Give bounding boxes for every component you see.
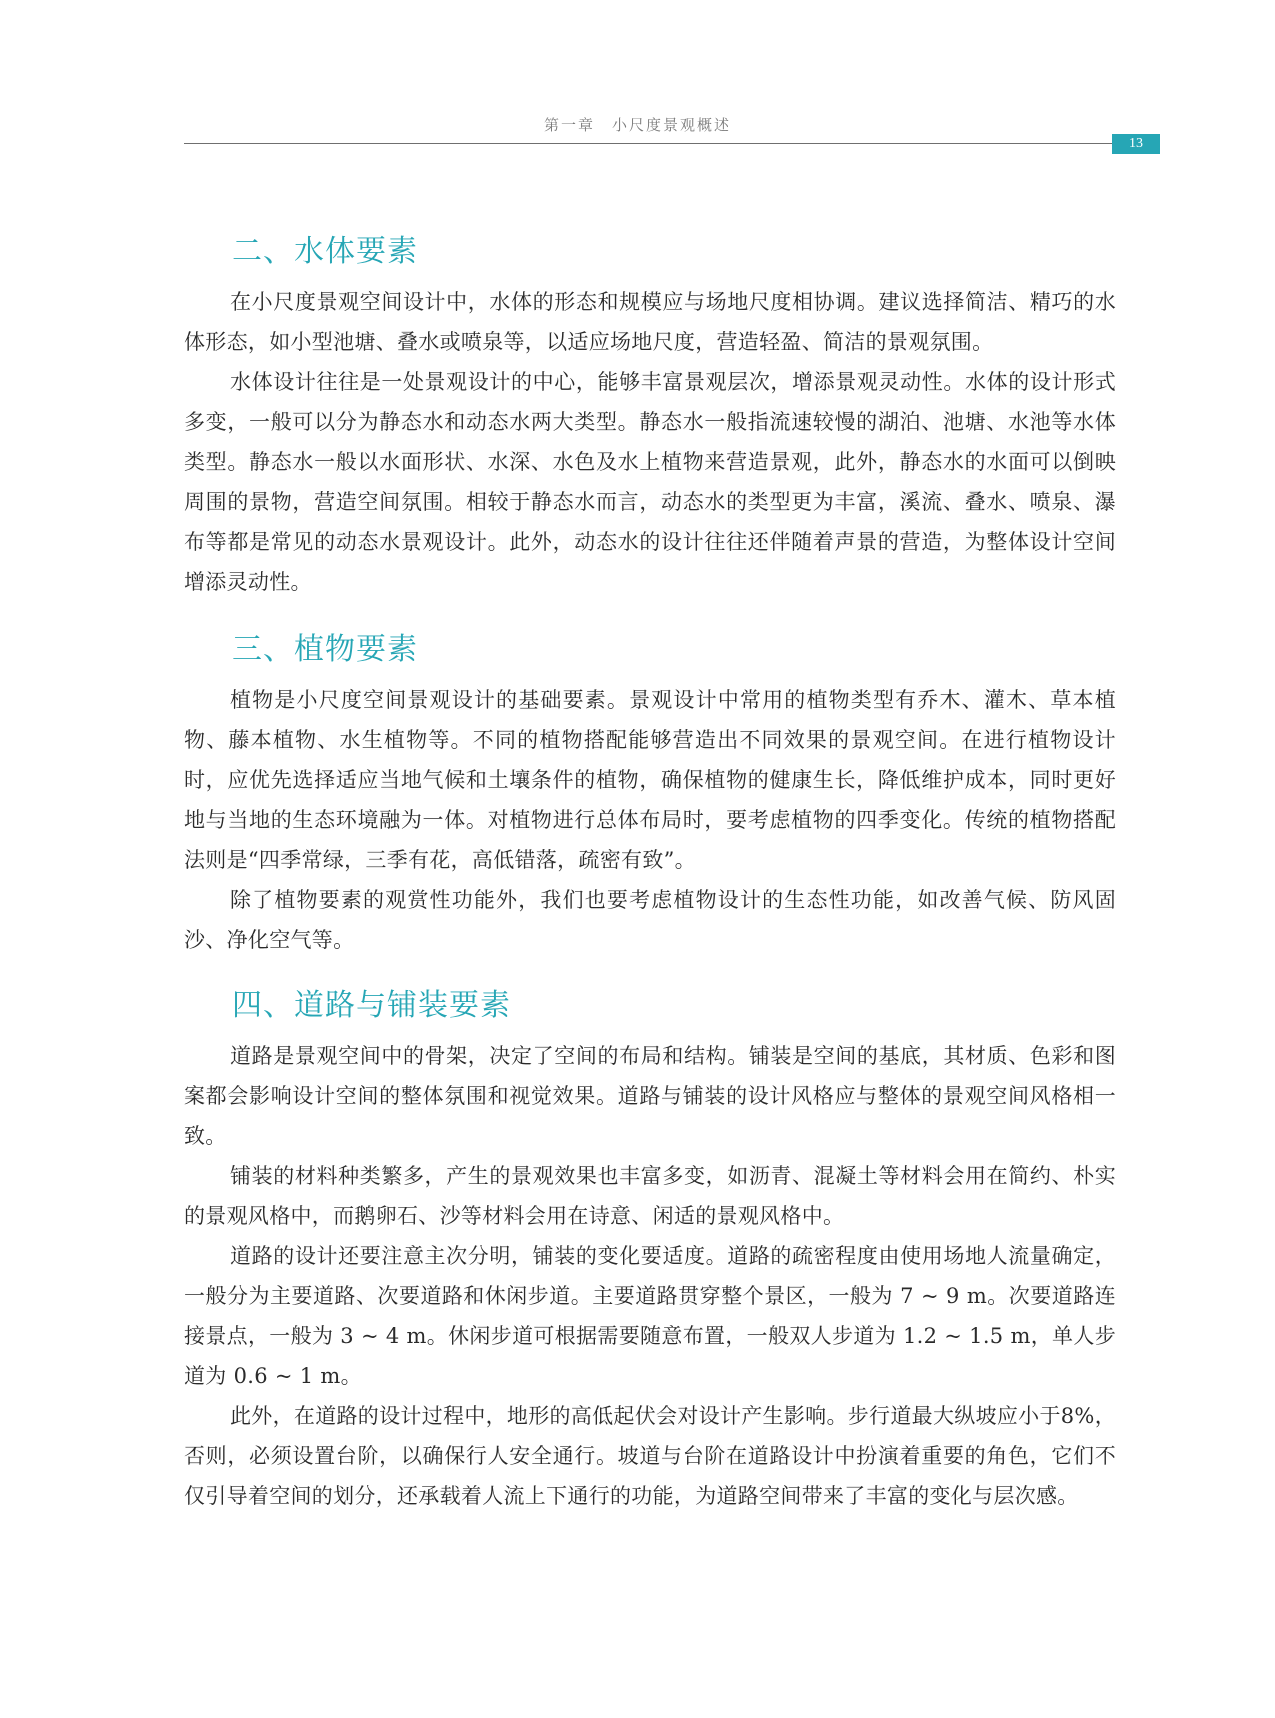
paragraph: 水体设计往往是一处景观设计的中心，能够丰富景观层次，增添景观灵动性。水体的设计形式多变，一般可以分为静态水和动态水两大类型。静态水一般指流速较慢的湖泊、池塘、水池等水体类型。静态水一般以水面形状、水深、水色及水上植物来营造景观，此外，静态水的水面可以倒映周围的景物，营造空间氛围。相较于静态水而言，动态水的类型更为丰富，溪流、叠水、喷泉、瀑布等都是常见的动态水景观设计。此外，动态水的设计往往还伴随着声景的营造，为整体设计空间增添灵动性。: [184, 370, 1116, 594]
paragraph: 除了植物要素的观赏性功能外，我们也要考虑植物设计的生态性功能，如改善气候、防风固沙、净化空气等。: [184, 888, 1116, 952]
paragraph: 道路的设计还要注意主次分明，铺装的变化要适度。道路的疏密程度由使用场地人流量确定，一般分为主要道路、次要道路和休闲步道。主要道路贯穿整个景区，一般为 7 ~ 9 m。次要道路连接景点，一般为 3 ~ 4 m。休闲步道可根据需要随意布置，一般双人步道为 1.2 ~ 1.5 m，单人步道为 0.6 ~ 1 m。: [184, 1244, 1116, 1388]
section-title-roads: 四、道路与铺装要素: [232, 988, 511, 1023]
section-title-plants: 三、植物要素: [232, 632, 418, 667]
paragraph: 在小尺度景观空间设计中，水体的形态和规模应与场地尺度相协调。建议选择简洁、精巧的水体形态，如小型池塘、叠水或喷泉等，以适应场地尺度，营造轻盈、简洁的景观氛围。: [184, 290, 1116, 354]
paragraph: 铺装的材料种类繁多，产生的景观效果也丰富多变，如沥青、混凝土等材料会用在简约、朴实的景观风格中，而鹅卵石、沙等材料会用在诗意、闲适的景观风格中。: [184, 1164, 1116, 1228]
paragraph: 道路是景观空间中的骨架，决定了空间的布局和结构。铺装是空间的基底，其材质、色彩和图案都会影响设计空间的整体氛围和视觉效果。道路与铺装的设计风格应与整体的景观空间风格相一致。: [184, 1044, 1116, 1148]
paragraph: 植物是小尺度空间景观设计的基础要素。景观设计中常用的植物类型有乔木、灌木、草本植物、藤本植物、水生植物等。不同的植物搭配能够营造出不同效果的景观空间。在进行植物设计时，应优先选择适应当地气候和土壤条件的植物，确保植物的健康生长，降低维护成本，同时更好地与当地的生态环境融为一体。对植物进行总体布局时，要考虑植物的四季变化。传统的植物搭配法则是“四季常绿，三季有花，高低错落，疏密有致”。: [184, 688, 1116, 872]
paragraph: 此外，在道路的设计过程中，地形的高低起伏会对设计产生影响。步行道最大纵坡应小于8%，否则，必须设置台阶，以确保行人安全通行。坡道与台阶在道路设计中扮演着重要的角色，它们不仅引导着空间的划分，还承载着人流上下通行的功能，为道路空间带来了丰富的变化与层次感。: [184, 1404, 1116, 1508]
page-number-badge: 13: [1112, 134, 1160, 154]
running-header: 第一章 小尺度景观概述: [543, 116, 731, 134]
section-title-water: 二、水体要素: [232, 234, 418, 269]
header-rule: [184, 143, 1112, 144]
